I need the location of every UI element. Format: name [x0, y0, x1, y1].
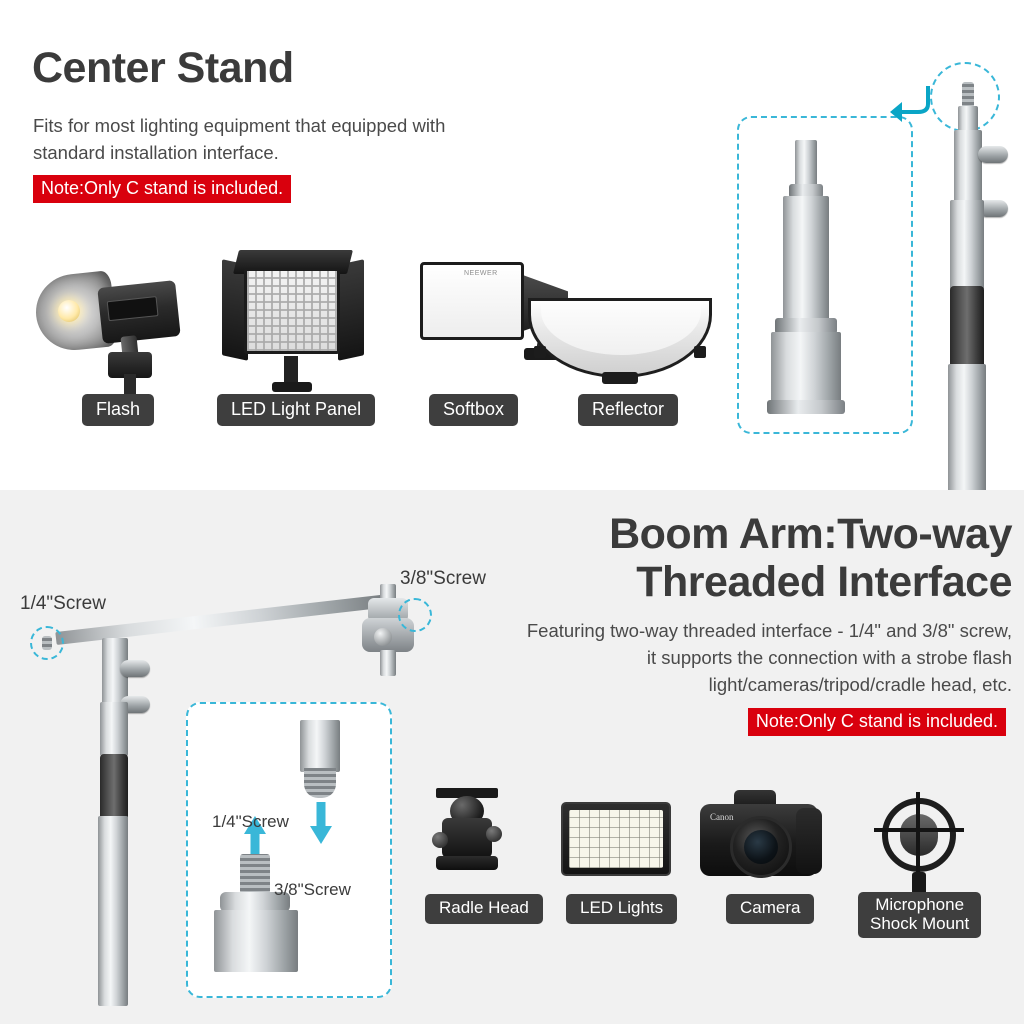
down-arrow-icon [310, 802, 332, 844]
label-flash: Flash [82, 394, 154, 426]
callout-arrow-icon [884, 82, 934, 124]
label-reflector: Reflector [578, 394, 678, 426]
flash-body [97, 280, 180, 344]
boom-stand-tube-2 [100, 702, 128, 756]
grip-head-knob[interactable] [374, 628, 392, 646]
stand-tube-3 [950, 200, 984, 290]
detail-lower-tube [771, 332, 841, 406]
product-radle-head-image [430, 788, 520, 888]
center-stand-detail-callout [737, 116, 913, 434]
thread-detail-callout [186, 702, 392, 998]
ball-head-body [442, 818, 492, 858]
label-microphone-shock-mount-line2: Shock Mount [870, 913, 970, 933]
camera-brand-text: Canon [710, 812, 734, 822]
center-stand-section [0, 0, 1024, 490]
flash-bulb-icon [58, 300, 80, 322]
stand-grip [950, 286, 984, 368]
three-eighth-screw-highlight-circle [398, 598, 432, 632]
camera-lens-glass [744, 830, 778, 864]
label-microphone-shock-mount-line1: Microphone [875, 895, 965, 914]
led-lights-panel [561, 802, 671, 876]
product-camera-image [700, 790, 830, 886]
shock-mount-band-v [916, 792, 920, 878]
ball-head-base [436, 856, 498, 870]
boom-arm-title-line1: Boom Arm:Two-way [609, 510, 1012, 558]
c-stand-column-top [932, 60, 1024, 492]
center-stand-description: Fits for most lighting equipment that equipped with standard installation interface. [33, 115, 446, 163]
softbox-brand-tag: NEEWER [464, 270, 498, 277]
note-badge-top: Note:Only C stand is included. [33, 175, 291, 203]
boom-stand-tube-3 [98, 816, 128, 1006]
product-led-light-panel-image [222, 252, 372, 402]
boom-stand-knob-1[interactable] [120, 660, 150, 677]
label-radle-head: Radle Head [425, 894, 543, 924]
reflector-clip-right [694, 346, 706, 358]
callout-quarter-screw-detail: 1/4"Screw [212, 812, 289, 831]
stand-tube-2 [954, 130, 982, 204]
ball-head-knob-right[interactable] [486, 826, 502, 842]
boom-arm-description: Featuring two-way threaded interface - 1/4" and 3/8" screw, it supports the connection with a strobe flash light/cameras/tripod/cradle head, etc. [526, 620, 1012, 695]
product-reflector-image [528, 290, 728, 400]
detail-collar-3 [767, 400, 845, 414]
led-lights-grid [569, 810, 663, 868]
stand-thread-tip [962, 82, 974, 108]
barndoor-right [338, 259, 364, 361]
product-flash-image [36, 256, 196, 406]
note-badge-bottom: Note:Only C stand is included. [748, 708, 1006, 736]
detail-top-tube [795, 140, 817, 188]
led-panel-grid [247, 271, 337, 351]
quarter-screw-tip [42, 636, 52, 650]
lower-screw-thread [240, 854, 270, 894]
label-led-light-panel: LED Light Panel [217, 394, 375, 426]
label-microphone-shock-mount [858, 892, 981, 938]
callout-three-eighth-screw-arm: 3/8"Screw [400, 568, 486, 589]
product-led-lights-image [561, 802, 681, 882]
reflector-surface [541, 303, 701, 355]
stand-tube-4 [948, 364, 986, 492]
camera-grip [796, 808, 822, 874]
led-panel-foot [272, 382, 312, 392]
callout-three-eighth-screw-detail: 3/8"Screw [274, 880, 351, 899]
label-softbox: Softbox [429, 394, 518, 426]
product-microphone-shock-mount-image [866, 788, 976, 898]
reflector-panel [528, 298, 712, 378]
reflector-foot [602, 372, 638, 384]
label-camera: Camera [726, 894, 814, 924]
lower-screw-body [214, 910, 298, 972]
boom-arm-title-line2: Threaded Interface [636, 558, 1012, 606]
boom-arm-section [0, 490, 1024, 1024]
page-title: Center Stand [32, 44, 294, 92]
led-panel-face [244, 268, 340, 354]
reflector-clip-left [534, 346, 546, 358]
callout-quarter-screw-arm: 1/4"Screw [20, 593, 106, 614]
detail-mid-tube [783, 196, 829, 324]
label-led-lights: LED Lights [566, 894, 677, 924]
adapter-upper-thread [304, 768, 336, 798]
adapter-upper-tube [300, 720, 340, 772]
stand-knob-1[interactable] [978, 146, 1008, 163]
ball-head-knob-left[interactable] [432, 832, 448, 848]
grip-head-stem [380, 650, 396, 676]
stand-tube-1 [958, 106, 978, 132]
boom-stand-grip [100, 754, 128, 820]
